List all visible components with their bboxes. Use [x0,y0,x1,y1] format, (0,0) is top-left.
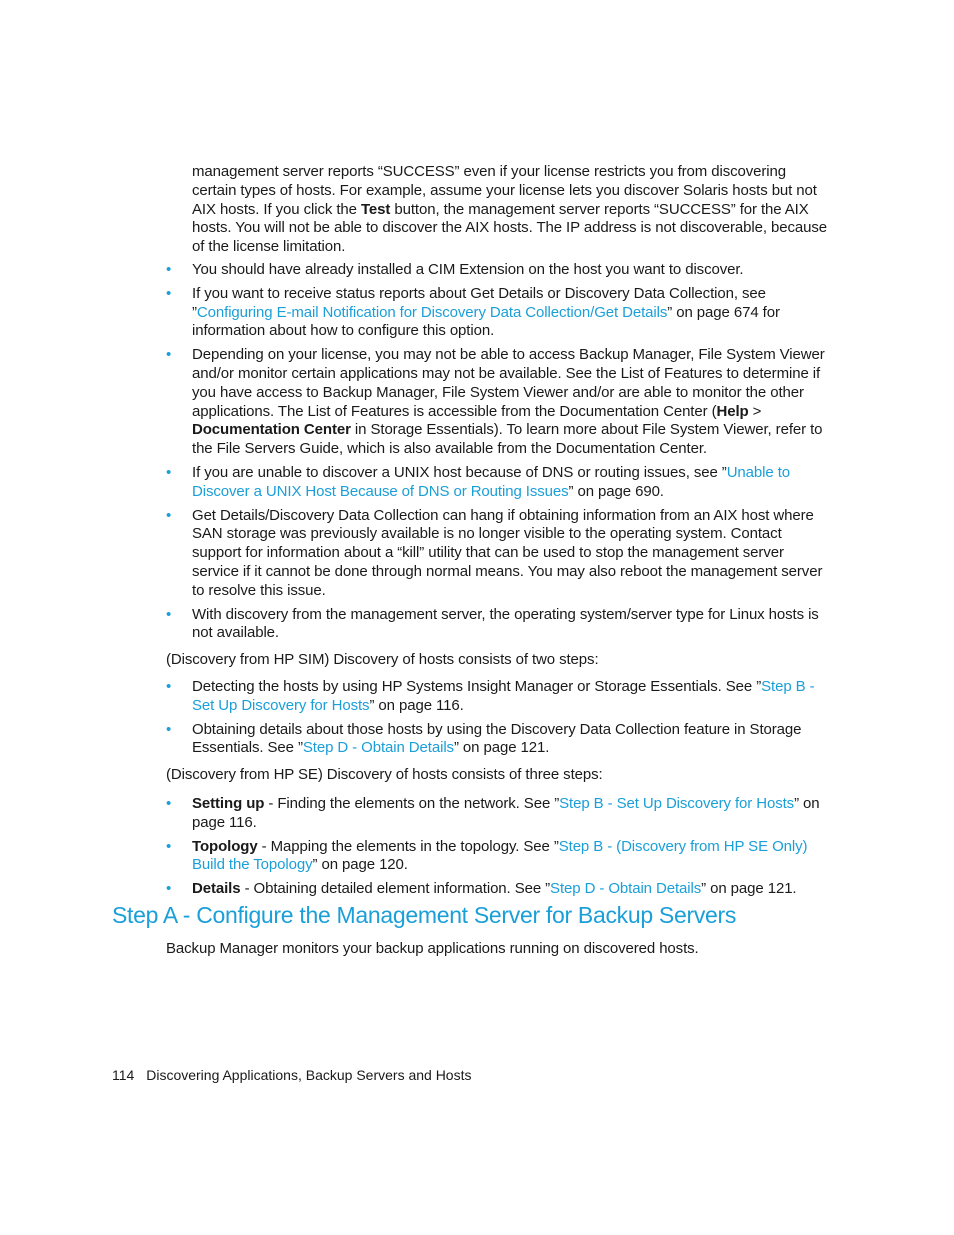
sim-steps-list [166,678,832,758]
section-heading: Step A - Configure the Management Server for Backup Servers [112,902,737,928]
list-item: • You should have already installed a CIM Extension on the host you want to discover. [166,261,744,278]
page-footer [112,1067,472,1083]
se-intro: (Discovery from HP SE) Discovery of hosts consists of three steps: [166,766,603,783]
list-item: • Details - Obtaining detailed element information. See ”Step D - Obtain Details” on page 121. [166,880,797,898]
notes-list [166,261,832,643]
link-step-b-build-topology[interactable]: Step B - (Discovery from HP SE Only) Build the Topology [192,837,808,874]
link-step-d-obtain-details[interactable]: Step D - Obtain Details [302,739,454,757]
bullet-icon: • [166,463,172,481]
bullet-icon: • [166,837,172,855]
list-item: • Setting up - Finding the elements on the network. See ”Step B - Set Up Discovery for Hosts” on page 116. [166,795,820,831]
page-number: 114 [112,1067,135,1083]
bullet-icon: • [166,261,172,278]
bullet-icon: • [166,605,172,623]
sim-intro: (Discovery from HP SIM) Discovery of hosts consists of two steps: [166,651,599,668]
link-step-d-obtain-details[interactable]: Step D - Obtain Details [550,880,702,898]
list-item: • Obtaining details about those hosts by using the Discovery Data Collection feature in Storage Essentials. See ”Step D - Obtain Details” on page 121. [166,720,802,757]
link-email-notification[interactable]: Configuring E-mail Notification for Discovery Data Collection/Get Details [196,303,668,321]
se-steps-list [166,795,832,899]
lead-paragraph: management server reports “SUCCESS” even if your license restricts you from discovering certain types of hosts. For example, assume your license lets you discover Solaris hosts but not AIX hosts. If you click the Test button, the management server reports “SUCCESS” for the AIX hosts. You will not be able to discover the AIX hosts. The IP address is not discoverable, because of the license limitation. [192,163,828,256]
list-item: • If you are unable to discover a UNIX host because of DNS or routing issues, see ”Unable to Discover a UNIX Host Because of DNS or Routing Issues” on page 690. [166,463,790,500]
list-item: • Topology - Mapping the elements in the topology. See ”Step B - (Discovery from HP SE Only) Build the Topology” on page 120. [166,837,808,874]
list-item: • Get Details/Discovery Data Collection can hang if obtaining information from an AIX host where SAN storage was previously available is no longer visible to the operating system. Contact support for information about a “kill” utility that can be used to stop the management server service if it cannot be done through normal means. You may also reboot the management server to resolve this issue. [166,506,823,599]
bullet-icon: • [166,284,172,302]
test-button-label: Test [360,200,391,218]
list-item: • Detecting the hosts by using HP Systems Insight Manager or Storage Essentials. See ”Step B - Set Up Discovery for Hosts” on page 116. [166,678,815,714]
list-item: • With discovery from the management server, the operating system/server type for Linux hosts is not available. [166,605,819,642]
section-body: Backup Manager monitors your backup applications running on discovered hosts. [166,940,699,957]
list-item: • Depending on your license, you may not be able to access Backup Manager, File System Viewer and/or monitor certain applications may not be available. See the List of Features to determine if you have access to Backup Manager, File System Viewer and/or are able to monitor the other applications. The List of Features is accessible from the Documentation Center (Help > Documentation Center in Storage Essentials). To learn more about File System Viewer, refer to the File Servers Guide, which is also available from the Documentation Center. [166,346,825,458]
bullet-icon: • [166,346,172,364]
link-unable-to-discover-unix[interactable]: Unable to Discover a UNIX Host Because of DNS or Routing Issues [192,463,790,500]
list-item: • If you want to receive status reports about Get Details or Discovery Data Collection, see ”Configuring E-mail Notification for Discovery Data Collection/Get Details” on page 674 for information about how to configure this option. [166,284,780,340]
bullet-icon: • [166,720,172,738]
bullet-icon: • [166,678,172,695]
chapter-title: Discovering Applications, Backup Servers and Hosts [146,1067,472,1083]
bullet-icon: • [166,506,172,524]
bullet-icon: • [166,880,172,898]
link-step-b-setup-discovery[interactable]: Step B - Set Up Discovery for Hosts [559,795,795,812]
bullet-icon: • [166,795,172,812]
link-step-b-setup-discovery[interactable]: Step B - Set Up Discovery for Hosts [192,678,815,714]
